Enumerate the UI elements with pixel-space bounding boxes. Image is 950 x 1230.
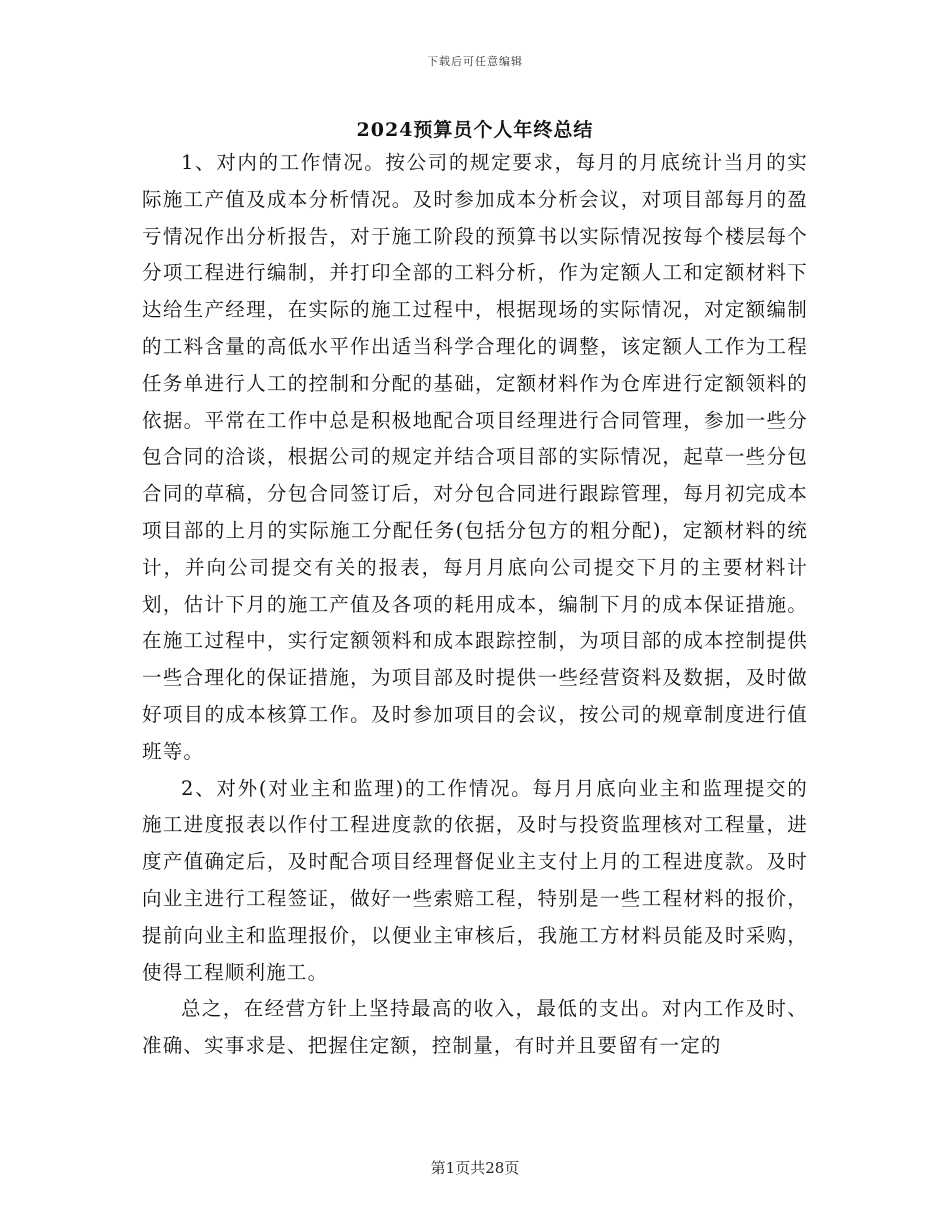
header-note: 下载后可任意编辑 [427,55,523,68]
page-number-footer: 第1页共28页 [430,1159,520,1177]
document-title: 2024预算员个人年终总结 [356,119,594,141]
paragraph-summary: 总之，在经营方针上坚持最高的收入，最低的支出。对内工作及时、准确、实事求是、把握住定额，控制量，有时并且要留有一定的 [142,997,808,1058]
document-body [142,145,808,1065]
paragraph-internal-work: 1、对内的工作情况。按公司的规定要求，每月的月底统计当月的实际施工产值及成本分析情况。及时参加成本分析会议，对项目部每月的盈亏情况作出分析报告，对于施工阶段的预算书以实际情况按每个楼层每个分项工程进行编制，并打印全部的工料分析，作为定额人工和定额材料下达给生产经理，在实际的施工过程中，根据现场的实际情况，对定额编制的工料含量的高低水平作出适当科学合理化的调整，该定额人工作为工程任务单进行人工的控制和分配的基础，定额材料作为仓库进行定额领料的依据。平常在工作中总是积极地配合项目经理进行合同管理，参加一些分包合同的洽谈，根据公司的规定并结合项目部的实际情况，起草一些分包合同的草稿，分包合同签订后，对分包合同进行跟踪管理，每月初完成本项目部的上月的实际施工分配任务(包括分包方的粗分配)，定额材料的统计，并向公司提交有关的报表，每月月底向公司提交下月的主要材料计划，估计下月的施工产值及各项的耗用成本，编制下月的成本保证措施。在施工过程中，实行定额领料和成本跟踪控制，为项目部的成本控制提供一些合理化的保证措施，为项目部及时提供一些经营资料及数据，及时做好项目的成本核算工作。及时参加项目的会议，按公司的规章制度进行值班等。 [142,151,808,763]
paragraph-external-work: 2、对外(对业主和监理)的工作情况。每月月底向业主和监理提交的施工进度报表以作付工程进度款的依据，及时与投资监理核对工程量，进度产值确定后，及时配合项目经理督促业主支付上月的工程进度款。及时向业主进行工程签证，做好一些索赔工程，特别是一些工程材料的报价，提前向业主和监理报价，以便业主审核后，我施工方材料员能及时采购，使得工程顺利施工。 [142,776,808,984]
